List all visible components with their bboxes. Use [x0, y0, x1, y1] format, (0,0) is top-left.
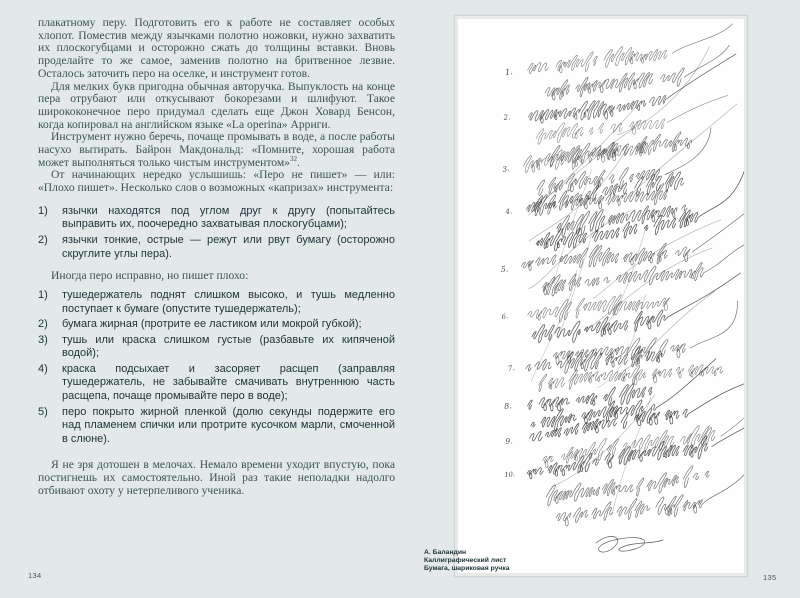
list-item-number: 1)	[38, 288, 48, 301]
list-item-number: 4)	[38, 362, 48, 375]
paragraph-care-tail: .	[296, 155, 300, 169]
svg-text:8.: 8.	[503, 401, 513, 411]
left-page-text-column	[38, 17, 395, 498]
list-item	[38, 406, 395, 447]
calligraphy-artwork	[458, 19, 744, 573]
interlude-line: Иногда перо исправно, но пишет плохо:	[51, 269, 249, 283]
list-writes-badly	[38, 289, 395, 447]
closing-paragraph: Я не зря дотошен в мелочах. Немало времени уходит впустую, пока постигнешь их самостоятельно. Иной раз такие неполадки надолго отбивают охоту у нетерпеливого ученика.	[38, 458, 395, 497]
svg-text:6.: 6.	[501, 312, 509, 321]
paragraph-caprices: От начинающих нередко услышишь: «Перо не пишет» — или: «Плохо пишет». Несколько слов о возможных «капризах» инструмента:	[38, 168, 395, 195]
list-item-number: 2)	[38, 318, 48, 331]
list-item	[38, 289, 395, 316]
list-item-number: 5)	[38, 405, 48, 418]
paragraph-continuation: плакатному перу. Подготовить его к работе не составляет особых хлопот. Поместив между язычками полотно ножовки, нужно захватить их плоскогубцами и осторожно сжать до толщины вставки. Вновь проделайте то же самое, заменив полотно на бритвенное лезвие. Осталось заточить перо на оселке, и инструмент готов.	[38, 16, 395, 80]
svg-text:10.: 10.	[504, 470, 516, 479]
svg-text:9.: 9.	[504, 436, 514, 446]
list-item-number: 2)	[38, 234, 48, 247]
footnote-reference: 32	[289, 154, 297, 163]
list-item-text: язычки находятся под углом друг к другу (попытайтесь выправить их, поочередно захватывая плоскогубцами);	[62, 204, 395, 231]
svg-text:3.: 3.	[501, 163, 511, 174]
page-number-left: 134	[28, 571, 42, 580]
list-item	[38, 318, 395, 332]
svg-text:2.: 2.	[503, 112, 511, 122]
list-item	[38, 234, 395, 261]
list-item-text: тушедержатель поднят слишком высоко, и тушь медленно поступает к бумаге (опустите тушедержатель);	[62, 288, 395, 315]
paragraph-care	[38, 131, 395, 169]
svg-text:5.: 5.	[500, 264, 509, 274]
caption-artist: А. Баландин	[424, 549, 467, 556]
artwork-caption	[424, 549, 554, 574]
list-item-number: 3)	[38, 333, 48, 346]
caption-medium: Бумага, шариковая ручка	[424, 565, 510, 573]
svg-text:1.: 1.	[504, 67, 514, 77]
list-item	[38, 205, 395, 232]
list-item-text: язычки тонкие, острые — режут или рвут бумагу (осторожно скруглите углы пера).	[62, 234, 395, 260]
svg-text:4.: 4.	[505, 207, 513, 216]
list-item-text: перо покрыто жирной пленкой (долю секунды подержите его над пламенем спички или протрите кусочком марли, смоченной в слюне).	[62, 405, 395, 445]
page-number-right: 135	[763, 573, 777, 582]
caption-title: Каллиграфический лист	[424, 557, 507, 565]
list-item	[38, 363, 395, 404]
svg-text:7.: 7.	[507, 363, 516, 373]
paragraph-care-text: Инструмент нужно беречь, почаще промывать в воде, а после работы насухо вытирать. Байрон Макдональд: «Помните, хорошая работа может выполняться только чистым инструментом»	[38, 130, 395, 169]
calligraphy-plate	[458, 19, 744, 573]
list-item-text: тушь или краска слишком густые (разбавьте их кипяченой водой);	[62, 333, 395, 360]
list-item	[38, 334, 395, 361]
list-item-text: краска подсыхает и засоряет расщеп (заправляя тушедержатель, не забывайте смачивать внутреннюю часть расщепа, почаще промывайте перо в воде);	[62, 362, 395, 403]
list-item-text: бумага жирная (протрите ее ластиком или мокрой губкой);	[62, 318, 362, 331]
list-pen-alignment	[38, 205, 395, 261]
list-item-number: 1)	[38, 204, 48, 217]
paragraph-pen: Для мелких букв пригодна обычная авторучка. Выпуклость на конце пера отрубают или откусывают бокорезами и шлифуют. Такое ширококонечное перо придумал сделать еще Джон Ховард Бенсон, когда копировал на английском языке «La operina» Арриги.	[38, 79, 395, 131]
